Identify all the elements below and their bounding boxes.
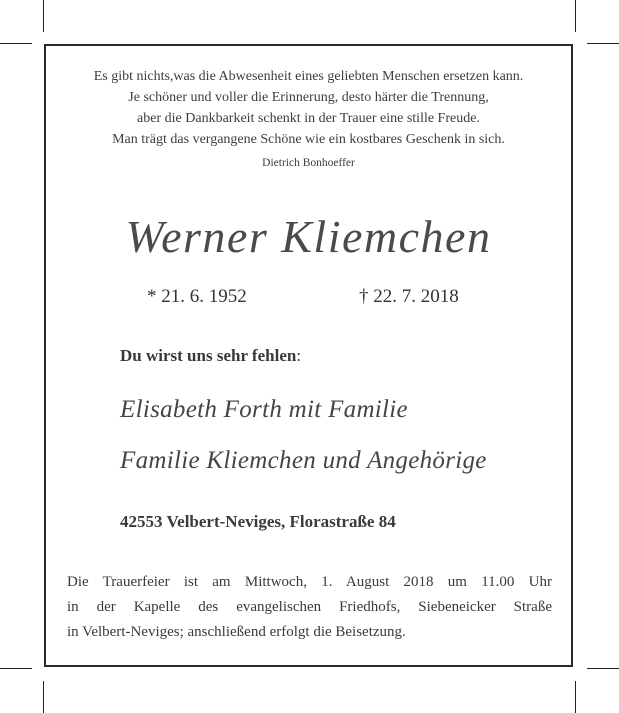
service-line: in der Kapelle des evangelischen Friedhofs, Siebeneicker Straße: [67, 599, 552, 615]
quote-author: Dietrich Bonhoeffer: [262, 157, 355, 169]
crop-mark-bottom-right-horizontal: [587, 668, 619, 669]
crop-mark-top-left-vertical: [43, 0, 44, 32]
crop-mark-top-right-vertical: [575, 0, 576, 32]
mourners-address: 42553 Velbert-Neviges, Florastraße 84: [120, 512, 396, 531]
obituary-frame: [44, 44, 573, 667]
deceased-name: Werner Kliemchen: [125, 211, 492, 262]
crop-mark-bottom-left-horizontal: [0, 668, 32, 669]
mourners-intro: [120, 346, 301, 366]
mourner-name: Elisabeth Forth mit Familie: [120, 396, 408, 423]
crop-mark-bottom-right-vertical: [575, 681, 576, 713]
funeral-service-notice: [67, 570, 552, 645]
service-line: Die Trauerfeier ist am Mittwoch, 1. August 2018 um 11.00 Uhr: [67, 574, 552, 590]
mourners-intro-colon: :: [296, 346, 302, 365]
crop-mark-bottom-left-vertical: [43, 681, 44, 713]
crop-mark-top-left-horizontal: [0, 43, 32, 44]
mourner-name: Familie Kliemchen und Angehörige: [120, 447, 487, 474]
quote-line: aber die Dankbarkeit schenkt in der Trauer eine stille Freude.: [137, 111, 480, 126]
quote-line: Je schöner und voller die Erinnerung, desto härter die Trennung,: [128, 90, 489, 105]
birth-date: * 21. 6. 1952: [147, 286, 247, 307]
crop-mark-top-right-horizontal: [587, 43, 619, 44]
quote: [46, 66, 571, 150]
service-line: in Velbert-Neviges; anschließend erfolgt die Beisetzung.: [67, 624, 406, 640]
quote-line: Es gibt nichts,was die Abwesenheit eines geliebten Menschen ersetzen kann.: [93, 69, 524, 84]
death-date: † 22. 7. 2018: [359, 286, 459, 307]
quote-line: Man trägt das vergangene Schöne wie ein kostbares Geschenk in sich.: [112, 132, 505, 147]
mourners-intro-text: Du wirst uns sehr fehlen: [120, 346, 297, 365]
